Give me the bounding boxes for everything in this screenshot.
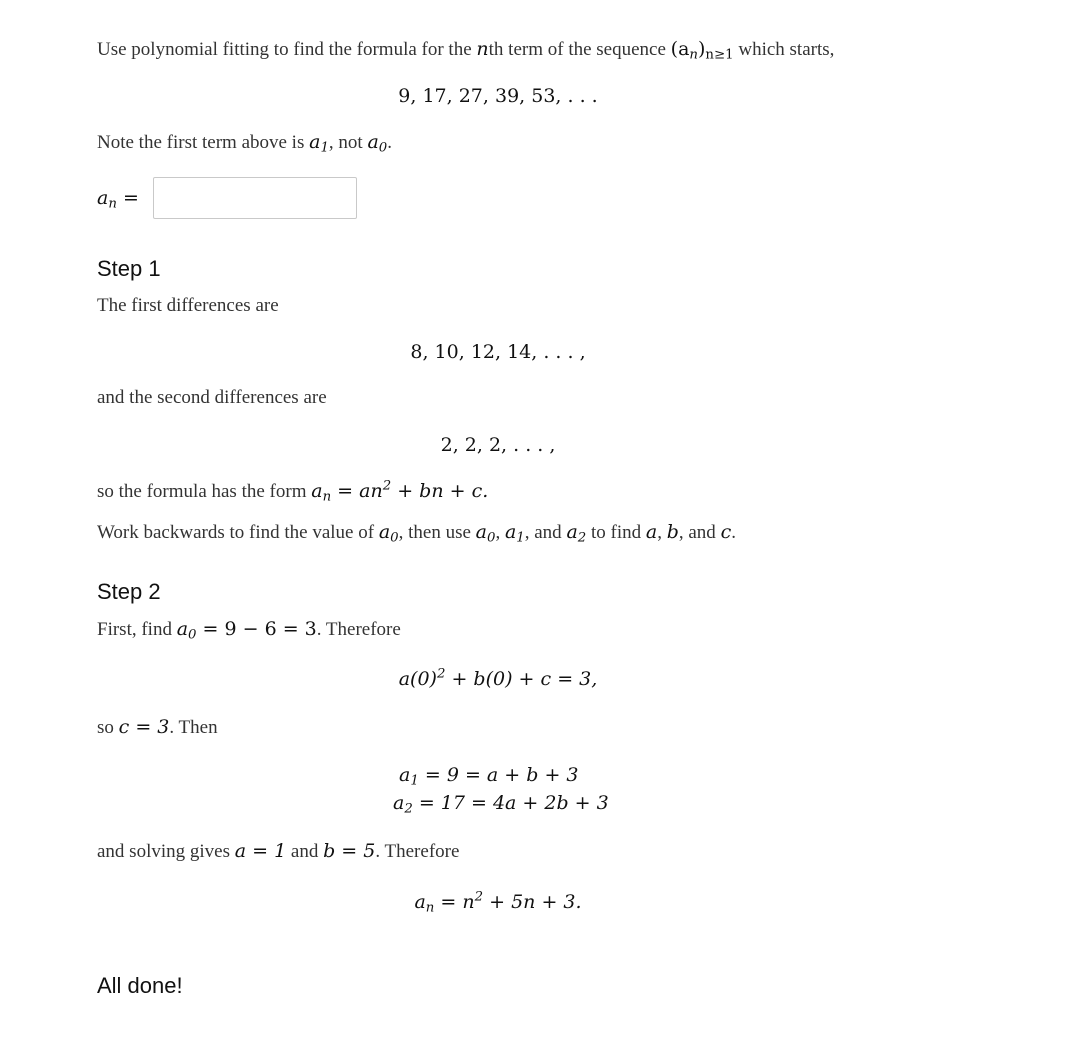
c-equation: $a(0)^2 + b(0) + c = 3$, bbox=[398, 666, 598, 690]
math-n: n bbox=[476, 38, 489, 60]
step1-second-diff-text: and the second differences are bbox=[97, 387, 327, 408]
sequence-notation: $(a_n)_{n\ge 1}$ bbox=[670, 38, 734, 63]
problem-intro-end: which starts, bbox=[733, 39, 835, 60]
system-of-equations bbox=[393, 764, 609, 820]
work-backwards-text: Work backwards to find the value of $a_0$, then use $a_0$, $a_1$, and $a_2$ to find a, b, and c. bbox=[97, 521, 736, 546]
problem-statement bbox=[97, 38, 834, 62]
c-value-text: so c = 3. Then bbox=[97, 716, 218, 738]
note-text: Note the first term above is $a_1$, not $a_0$. bbox=[97, 131, 392, 156]
all-done-text: All done! bbox=[97, 973, 183, 998]
answer-input[interactable] bbox=[153, 177, 357, 219]
solve-text: and solving gives a = 1 and b = 5. Therefore bbox=[97, 840, 460, 862]
problem-intro-text: Use polynomial fitting to find the formula for the bbox=[97, 39, 477, 60]
formula-form-text: so the formula has the form $a_n = an^2$ + bn + c. bbox=[97, 478, 489, 505]
answer-label: $a_n$ = bbox=[97, 187, 139, 212]
step1-title: Step 1 bbox=[97, 256, 161, 281]
equation-a2: $a_2 = 17 = 4a + 2b + 3$ bbox=[393, 792, 609, 817]
second-differences-values: 2, 2, 2, . . . , bbox=[440, 434, 556, 456]
step1-first-diff-text: The first differences are bbox=[97, 295, 279, 316]
step2-title: Step 2 bbox=[97, 579, 161, 604]
problem-intro-mid: th term of the sequence bbox=[488, 39, 671, 60]
final-formula: $a_n = n^2 + 5n + 3$. bbox=[414, 889, 582, 916]
sequence-values: 9, 17, 27, 39, 53, . . . bbox=[398, 85, 598, 107]
first-differences-values: 8, 10, 12, 14, . . . , bbox=[410, 341, 586, 363]
find-a0-text: First, find $a_0 = 9 - 6 = 3$. Therefore bbox=[97, 618, 401, 643]
equation-a1: $a_1 = 9 = a + b + 3$ bbox=[399, 764, 579, 789]
